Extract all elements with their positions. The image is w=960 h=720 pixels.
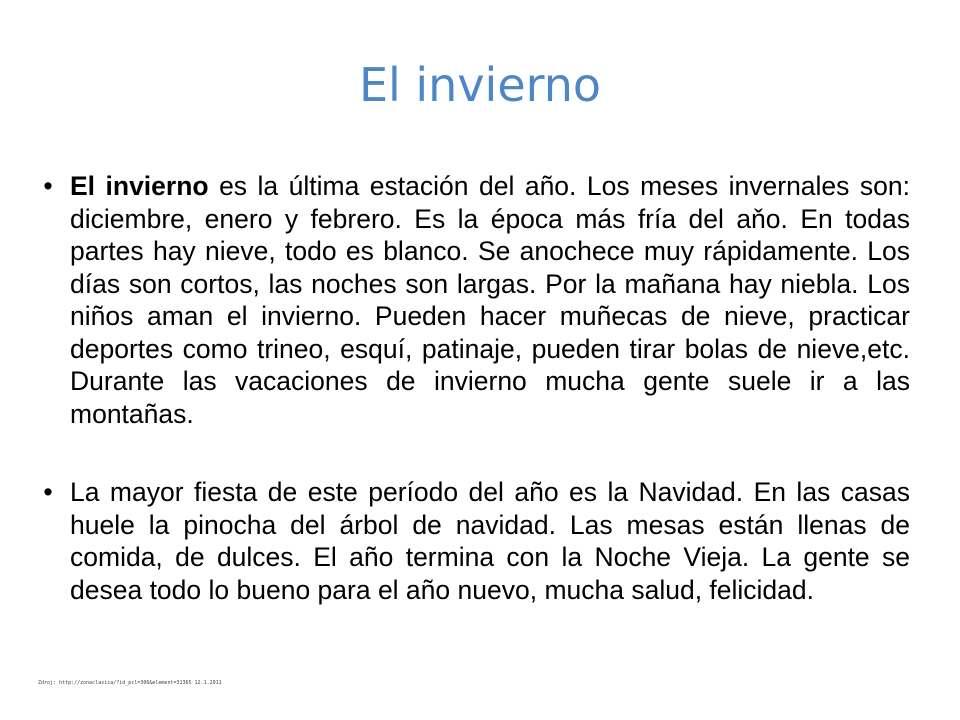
source-footnote: Zdroj: http://zonaclasica/?id_pcl=306&element=31365 12.1.2011 [38, 680, 222, 686]
bullet-dot-icon: • [43, 171, 53, 201]
bullet-body: La mayor fiesta de este período del año es la Navidad. En las casas huele la pinocha del árbol de navidad. Las mesas están llenas de comida, de dulces. El año termina con la Noche Vieja. La gente se desea todo lo bueno para el año nuevo, mucha salud, felicidad. [70, 477, 910, 605]
slide-title: El invierno [358, 58, 602, 112]
bullet-item [38, 170, 910, 430]
bullet-dot-icon: • [43, 477, 53, 507]
bullet-body: es la última estación del año. Los meses invernales son: diciembre, enero y febrero. Es la época más fría del aňo. En todas partes hay nieve, todo es blanco. Se anochece muy rápidamente. Los días son cortos, las noches son largas. Por la mañana hay niebla. Los niños aman el invierno. Pueden hacer muñecas de nieve, practicar deportes como trineo, esquí, patinaje, pueden tirar bolas de nieve,etc. Durante las vacaciones de invierno mucha gente suele ir a las montañas. [70, 171, 910, 429]
bullet-bold-lead: El invierno [70, 171, 209, 201]
bullet-list [38, 170, 910, 606]
bullet-text [70, 477, 910, 605]
bullet-item [38, 476, 910, 606]
bullet-text [70, 171, 910, 429]
